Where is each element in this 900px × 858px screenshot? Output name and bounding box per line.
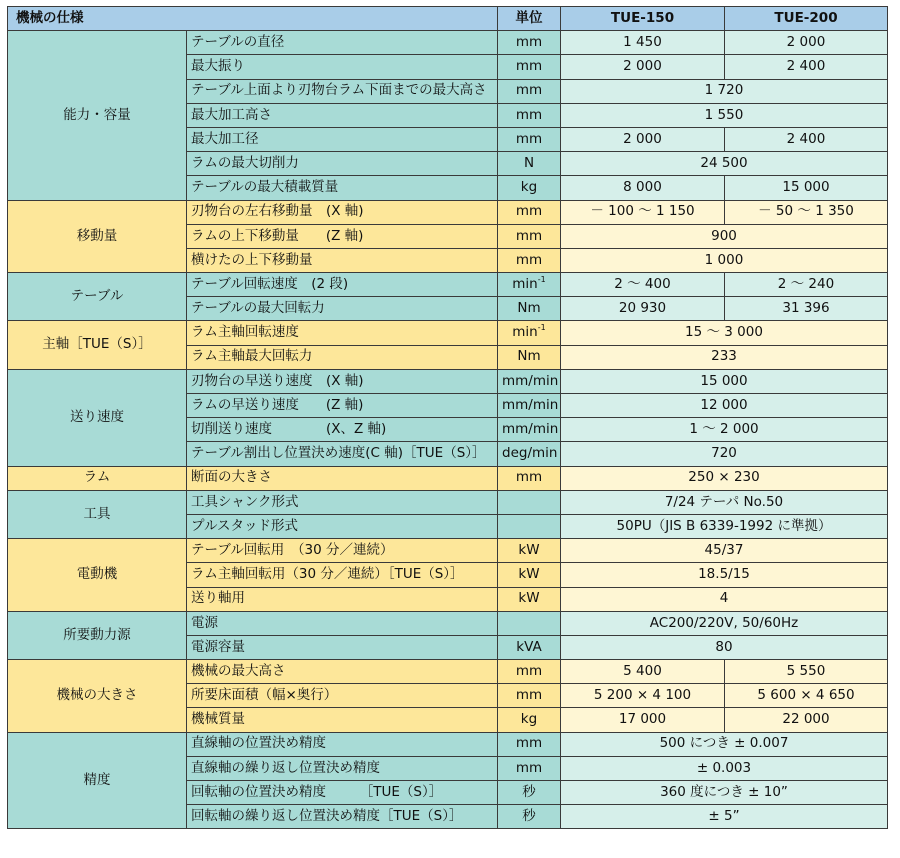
item-cell: 送り軸用 [187, 587, 498, 611]
table-row [8, 273, 888, 297]
value-cell-shared: 7/24 テーパ No.50 [561, 490, 888, 514]
unit-cell [498, 708, 561, 732]
item-cell: プルスタッド形式 [187, 514, 498, 538]
unit-cell [498, 176, 561, 200]
value-cell-shared: 18.5/15 [561, 563, 888, 587]
value-cell-shared: 4 [561, 587, 888, 611]
value-cell-shared: 80 [561, 635, 888, 659]
value-cell-tue200: － 50 ～ 1 350 [725, 200, 888, 224]
value-cell-shared: 1 ～ 2 000 [561, 418, 888, 442]
value-cell-shared: 1 550 [561, 103, 888, 127]
item-cell: 機械の最大高さ [187, 660, 498, 684]
unit-text: kg [520, 711, 538, 728]
value-cell-tue200: 5 550 [725, 660, 888, 684]
unit-cell [498, 781, 561, 805]
unit-text: mm [515, 34, 543, 51]
unit-cell [498, 224, 561, 248]
value-cell-shared: 12 000 [561, 394, 888, 418]
spec-table [7, 6, 888, 829]
unit-cell [498, 394, 561, 418]
category-cell: 工具 [8, 490, 187, 538]
category-cell: 送り速度 [8, 369, 187, 466]
value-cell-tue200: 2 400 [725, 55, 888, 79]
table-row [8, 490, 888, 514]
value-cell-tue200: 31 396 [725, 297, 888, 321]
item-cell: 断面の大きさ [187, 466, 498, 490]
item-cell: 直線軸の位置決め精度 [187, 732, 498, 756]
value-cell-shared: 233 [561, 345, 888, 369]
value-cell-tue200: 2 400 [725, 127, 888, 151]
item-cell: 回転軸の位置決め精度 ［TUE（S）］ [187, 781, 498, 805]
unit-text: kW [518, 541, 540, 558]
unit-cell [498, 490, 561, 514]
table-row [8, 369, 888, 393]
unit-cell [498, 127, 561, 151]
unit-text: mm/min [502, 421, 559, 438]
unit-cell [498, 442, 561, 466]
value-cell-shared: AC200/220V, 50/60Hz [561, 611, 888, 635]
unit-cell [498, 321, 561, 345]
item-cell: テーブル回転速度 (2 段) [187, 273, 498, 297]
unit-cell [498, 756, 561, 780]
unit-cell [498, 466, 561, 490]
item-cell: テーブルの最大積載質量 [187, 176, 498, 200]
unit-cell [498, 273, 561, 297]
table-row [8, 539, 888, 563]
unit-text: kW [518, 590, 540, 607]
unit-cell [498, 660, 561, 684]
item-cell: テーブルの直径 [187, 31, 498, 55]
unit-text: mm [515, 227, 543, 244]
item-cell: 工具シャンク形式 [187, 490, 498, 514]
value-cell-shared: 24 500 [561, 152, 888, 176]
item-cell: テーブル回転用 （30 分／連続） [187, 539, 498, 563]
unit-text: min [512, 275, 538, 292]
item-cell: ラムの上下移動量 (Z 軸) [187, 224, 498, 248]
value-cell-shared: 50PU（JIS B 6339-1992 に準拠） [561, 514, 888, 538]
category-cell: 機械の大きさ [8, 660, 187, 733]
item-cell: 刃物台の左右移動量 (X 軸) [187, 200, 498, 224]
unit-text: min [512, 324, 538, 341]
unit-text: mm [515, 58, 543, 75]
value-cell-shared: ± 0.003 [561, 756, 888, 780]
value-cell-shared: 360 度につき ± 10” [561, 781, 888, 805]
value-cell-tue150: 2 ～ 400 [561, 273, 725, 297]
unit-text: kVA [516, 638, 542, 655]
item-cell: 電源容量 [187, 635, 498, 659]
value-cell-tue150: 17 000 [561, 708, 725, 732]
value-cell-shared: ± 5” [561, 805, 888, 829]
unit-superscript: -1 [537, 323, 546, 333]
item-cell: 刃物台の早送り速度 (X 軸) [187, 369, 498, 393]
value-cell-tue150: 5 200 × 4 100 [561, 684, 725, 708]
category-cell: テーブル [8, 273, 187, 321]
item-cell: 切削送り速度 (X、Z 軸) [187, 418, 498, 442]
value-cell-shared: 45/37 [561, 539, 888, 563]
item-cell: 最大振り [187, 55, 498, 79]
item-cell: 横けたの上下移動量 [187, 248, 498, 272]
value-cell-tue150: 5 400 [561, 660, 725, 684]
unit-cell [498, 611, 561, 635]
category-cell: 電動機 [8, 539, 187, 612]
value-cell-tue150: 8 000 [561, 176, 725, 200]
table-row [8, 732, 888, 756]
unit-cell [498, 369, 561, 393]
unit-cell [498, 200, 561, 224]
unit-text: mm/min [502, 372, 559, 389]
value-cell-tue150: 2 000 [561, 55, 725, 79]
category-cell: 移動量 [8, 200, 187, 273]
unit-text: Nm [517, 348, 541, 365]
item-cell: 最大加工高さ [187, 103, 498, 127]
item-cell: 回転軸の繰り返し位置決め精度［TUE（S）］ [187, 805, 498, 829]
unit-text: kW [518, 566, 540, 583]
spec-body [8, 31, 888, 829]
table-row [8, 660, 888, 684]
unit-text: kg [520, 179, 538, 196]
table-row [8, 321, 888, 345]
unit-cell [498, 635, 561, 659]
table-row [8, 31, 888, 55]
unit-cell [498, 248, 561, 272]
unit-text: mm [515, 251, 543, 268]
unit-cell [498, 587, 561, 611]
unit-cell [498, 297, 561, 321]
category-cell: ラム [8, 466, 187, 490]
value-cell-tue150: － 100 ～ 1 150 [561, 200, 725, 224]
item-cell: 機械質量 [187, 708, 498, 732]
unit-text: mm [515, 662, 543, 679]
unit-cell [498, 103, 561, 127]
unit-cell [498, 514, 561, 538]
item-cell: ラムの最大切削力 [187, 152, 498, 176]
unit-text: mm [515, 130, 543, 147]
unit-text: mm [515, 106, 543, 123]
unit-text: 秒 [522, 783, 536, 800]
unit-text: mm [515, 82, 543, 99]
unit-superscript: -1 [537, 274, 546, 284]
unit-text: Nm [517, 300, 541, 317]
value-cell-shared: 500 につき ± 0.007 [561, 732, 888, 756]
unit-text: deg/min [502, 445, 558, 462]
header-title: 機械の仕様 [8, 7, 498, 31]
table-row [8, 200, 888, 224]
value-cell-shared: 250 × 230 [561, 466, 888, 490]
item-cell: テーブル上面より刃物台ラム下面までの最大高さ [187, 79, 498, 103]
value-cell-tue200: 2 000 [725, 31, 888, 55]
unit-text: mm [515, 203, 543, 220]
unit-cell [498, 563, 561, 587]
unit-cell [498, 152, 561, 176]
value-cell-tue150: 1 450 [561, 31, 725, 55]
category-cell: 主軸［TUE（S）］ [8, 321, 187, 369]
item-cell: 直線軸の繰り返し位置決め精度 [187, 756, 498, 780]
item-cell: 所要床面積（幅×奥行） [187, 684, 498, 708]
item-cell: 電源 [187, 611, 498, 635]
item-cell: 最大加工径 [187, 127, 498, 151]
value-cell-shared: 900 [561, 224, 888, 248]
value-cell-shared: 1 000 [561, 248, 888, 272]
value-cell-tue200: 22 000 [725, 708, 888, 732]
header-unit: 単位 [498, 7, 561, 31]
unit-text: N [523, 154, 535, 171]
header-model-tue150: TUE-150 [561, 7, 725, 31]
unit-cell [498, 55, 561, 79]
value-cell-shared: 15 000 [561, 369, 888, 393]
table-row [8, 611, 888, 635]
unit-cell [498, 345, 561, 369]
value-cell-tue150: 2 000 [561, 127, 725, 151]
item-cell: ラム主軸最大回転力 [187, 345, 498, 369]
value-cell-shared: 1 720 [561, 79, 888, 103]
unit-cell [498, 539, 561, 563]
unit-text: mm [515, 759, 543, 776]
unit-text: mm [515, 735, 543, 752]
item-cell: ラム主軸回転速度 [187, 321, 498, 345]
value-cell-tue200: 15 000 [725, 176, 888, 200]
unit-cell [498, 805, 561, 829]
item-cell: テーブル割出し位置決め速度(C 軸)［TUE（S）］ [187, 442, 498, 466]
item-cell: ラム主軸回転用（30 分／連続）［TUE（S）］ [187, 563, 498, 587]
unit-text: mm [515, 469, 543, 486]
unit-text: mm/min [502, 396, 559, 413]
header-model-tue200: TUE-200 [725, 7, 888, 31]
value-cell-tue200: 2 ～ 240 [725, 273, 888, 297]
value-cell-shared: 720 [561, 442, 888, 466]
category-cell: 精度 [8, 732, 187, 829]
value-cell-tue150: 20 930 [561, 297, 725, 321]
category-cell: 所要動力源 [8, 611, 187, 659]
unit-text: 秒 [522, 808, 536, 825]
value-cell-shared: 15 ～ 3 000 [561, 321, 888, 345]
unit-cell [498, 79, 561, 103]
item-cell: ラムの早送り速度 (Z 軸) [187, 394, 498, 418]
category-cell: 能力・容量 [8, 31, 187, 200]
value-cell-tue200: 5 600 × 4 650 [725, 684, 888, 708]
table-row [8, 466, 888, 490]
unit-cell [498, 418, 561, 442]
item-cell: テーブルの最大回転力 [187, 297, 498, 321]
unit-text: mm [515, 687, 543, 704]
unit-cell [498, 684, 561, 708]
header-row [8, 7, 888, 31]
unit-cell [498, 31, 561, 55]
unit-cell [498, 732, 561, 756]
